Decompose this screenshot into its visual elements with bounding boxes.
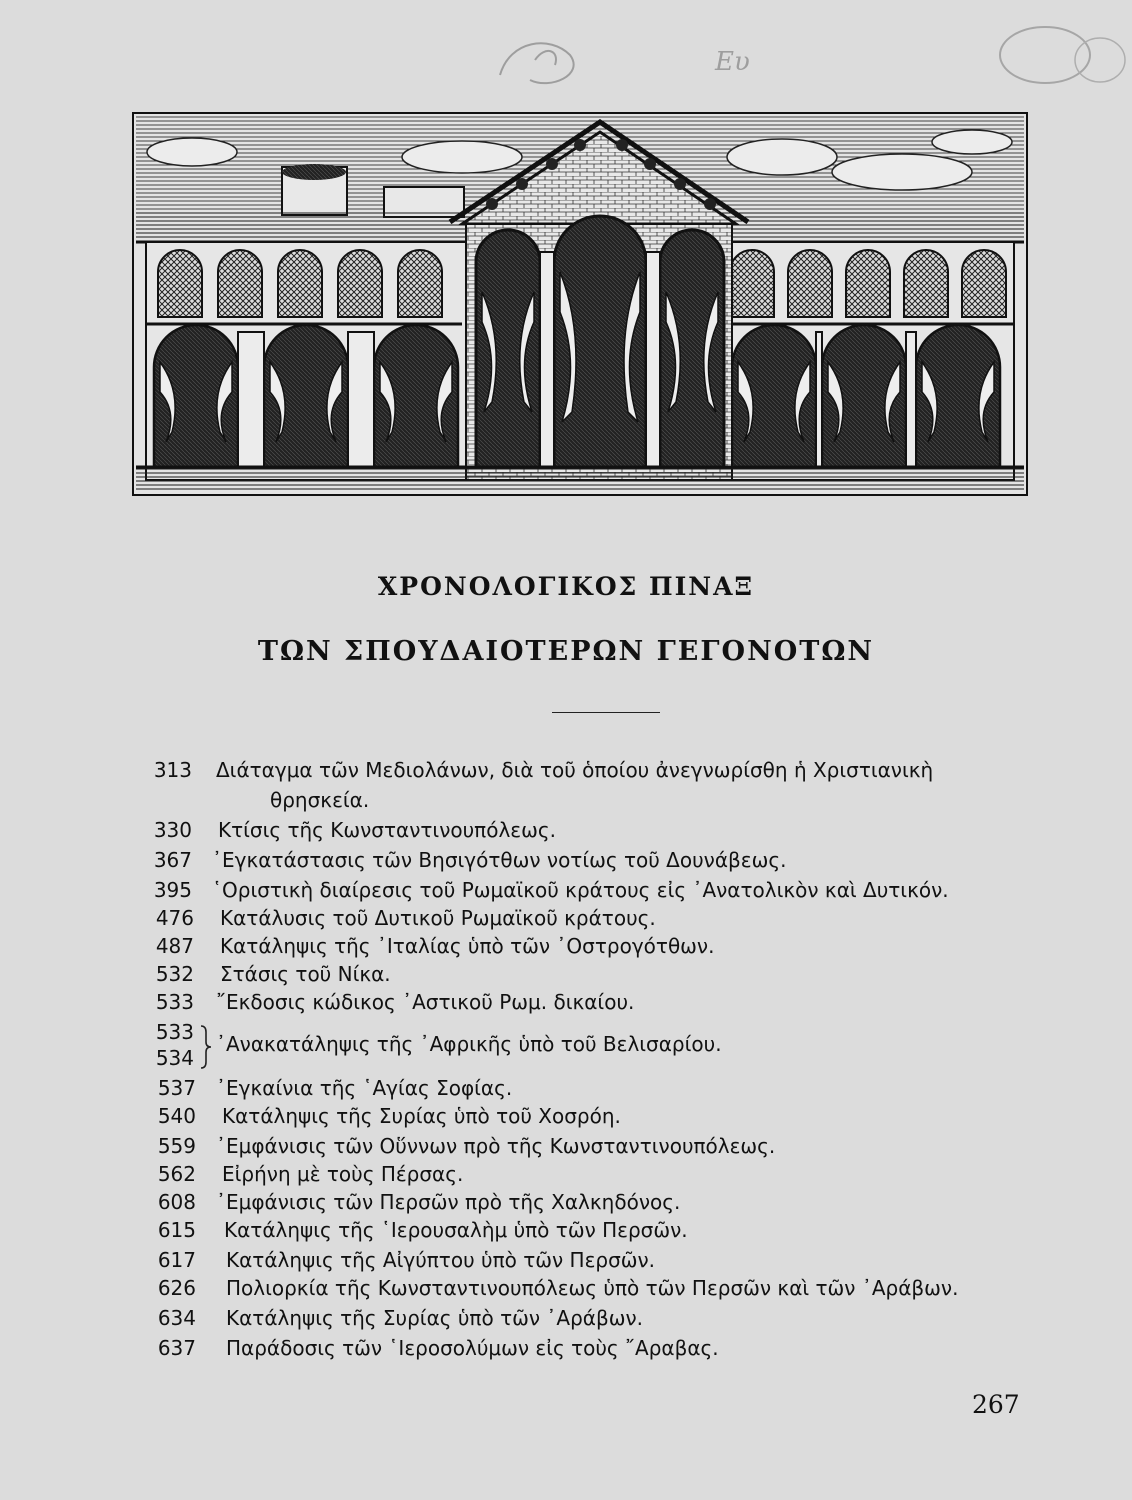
entry-text: ᾿Εγκατάστασις τῶν Βησιγότθων νοτίως τοῦ Δουνάβεως.	[212, 848, 787, 872]
entry-text: ῎Εκδοσις κώδικος ᾿Αστικοῦ Ρωμ. δικαίου.	[216, 990, 635, 1014]
entry-year: 559	[157, 1134, 196, 1158]
byzantine-palace-illustration	[132, 112, 1028, 496]
entry-text: ᾿Εμφάνισις τῶν Οὕννων πρὸ τῆς Κωνσταντινουπόλεως.	[216, 1134, 776, 1158]
page-title: ΧΡΟΝΟΛΟΓΙΚΟΣ ΠΙΝΑΞ	[377, 572, 755, 601]
entry-text: Διάταγμα τῶν Μεδιολάνων, διὰ τοῦ ὁποίου ἀνεγνωρίσθη ἡ Χριστιανικὴ	[216, 758, 934, 782]
entry-text: Κατάληψις τῆς ῾Ιερουσαλὴμ ὑπὸ τῶν Περσῶν.	[224, 1218, 688, 1242]
entry-text: ᾿Εμφάνισις τῶν Περσῶν πρὸ τῆς Χαλκηδόνος.	[216, 1190, 681, 1214]
entry-text: Εἰρήνη μὲ τοὺς Πέρσας.	[222, 1162, 464, 1186]
entry-year: 330	[153, 818, 192, 842]
range-brace	[198, 1024, 214, 1070]
entry-text: Παράδοσις τῶν ῾Ιεροσολύμων εἰς τοὺς ῎Αραβας.	[226, 1336, 719, 1360]
entry-text: Κατάληψις τῆς Συρίας ὑπὸ τῶν ᾿Αράβων.	[226, 1306, 643, 1330]
entry-text: Πολιορκία τῆς Κωνσταντινουπόλεως ὑπὸ τῶν Περσῶν καὶ τῶν ᾿Αράβων.	[226, 1276, 959, 1300]
entry-text: ῾Οριστικὴ διαίρεσις τοῦ Ρωμαϊκοῦ κράτους εἰς ᾿Ανατολικὸν καὶ Δυτικόν.	[212, 878, 949, 902]
entry-year: 634	[157, 1306, 196, 1330]
entry-text: Κατάληψις τῆς Συρίας ὑπὸ τοῦ Χοσρόη.	[222, 1104, 621, 1128]
page-number: 267	[972, 1390, 1020, 1419]
entry-year: 615	[157, 1218, 196, 1242]
library-stamp-marks	[490, 20, 1130, 100]
entry-text: Στάσις τοῦ Νίκα.	[220, 962, 391, 986]
entry-text: Κτίσις τῆς Κωνσταντινουπόλεως.	[218, 818, 556, 842]
entry-text: Κατάληψις τῆς ᾿Ιταλίας ὑπὸ τῶν ᾿Οστρογότθων.	[220, 934, 715, 958]
entry-year: 562	[157, 1162, 196, 1186]
pencil-mark-text: Ευ	[715, 47, 750, 77]
entry-text: Κατάλυσις τοῦ Δυτικοῦ Ρωμαϊκοῦ κράτους.	[220, 906, 656, 930]
entry-text: Κατάληψις τῆς Αἰγύπτου ὑπὸ τῶν Περσῶν.	[226, 1248, 656, 1272]
title-divider	[552, 712, 660, 713]
entry-text: ᾿Εγκαίνια τῆς ῾Αγίας Σοφίας.	[216, 1076, 513, 1100]
entry-text: ᾿Ανακατάληψις τῆς ᾿Αφρικῆς ὑπὸ τοῦ Βελισαρίου.	[216, 1032, 722, 1056]
entry-year: 537	[157, 1076, 196, 1100]
entry-year: 532	[155, 962, 194, 986]
page-subtitle: ΤΩΝ ΣΠΟΥΔΑΙΟΤΕΡΩΝ ΓΕΓΟΝΟΤΩΝ	[257, 636, 875, 667]
entry-year: 617	[157, 1248, 196, 1272]
entry-year-end: 534	[155, 1046, 194, 1070]
entry-year: 533	[155, 1020, 194, 1044]
entry-year: 395	[153, 878, 192, 902]
entry-year: 476	[155, 906, 194, 930]
entry-year: 367	[153, 848, 192, 872]
entry-year: 626	[157, 1276, 196, 1300]
entry-year: 313	[153, 758, 192, 782]
entry-year: 533	[155, 990, 194, 1014]
entry-text-continuation: θρησκεία.	[270, 788, 370, 812]
entry-year: 608	[157, 1190, 196, 1214]
entry-year: 637	[157, 1336, 196, 1360]
entry-year: 487	[155, 934, 194, 958]
entry-year: 540	[157, 1104, 196, 1128]
